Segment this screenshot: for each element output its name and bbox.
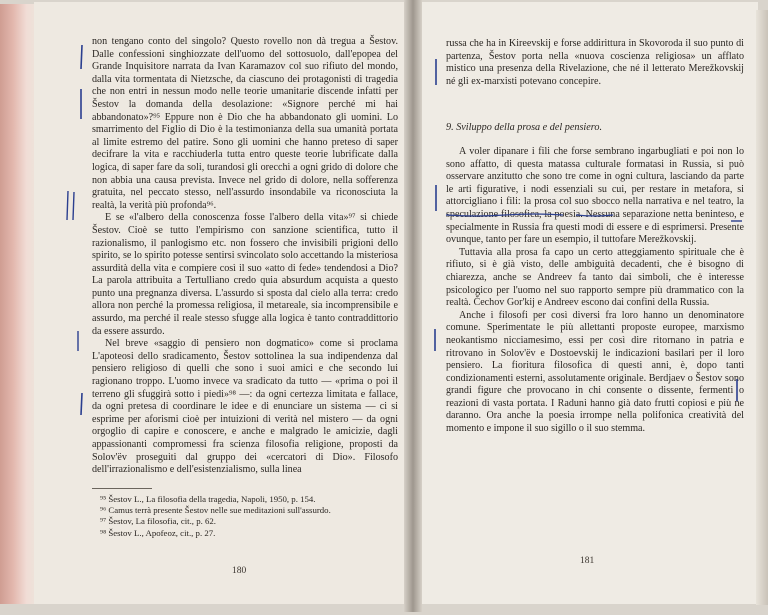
pen-dash-mark xyxy=(730,218,744,224)
page-number-left: 180 xyxy=(232,566,247,576)
pen-margin-mark-6 xyxy=(433,184,439,212)
pen-margin-mark-8 xyxy=(734,378,740,402)
section-heading: 9. Sviluppo della prosa e del pensiero. xyxy=(446,122,602,133)
footnote-95: ⁹⁵ Šestov L., La filosofia della tragedia, Napoli, 1950, p. 154. xyxy=(100,494,316,504)
right-page-body xyxy=(446,146,744,436)
right-page-intro xyxy=(446,38,744,88)
left-paragraph-3: Nel breve «saggio di pensiero non dogmatico» come si proclama L'apoteosi dello sradicamento, Šestov sottolinea la sua indipendenza dal pensiero religioso di quelli che sono i suoi amici e che secondo lui ragionano troppo. L'uomo invece va sradicato da tutto — «prima o poi il terreno gli sfuggirà sotto i piedi»⁹⁸ —: da ogni certezza limitata e fallace, da ogni pretesa di coordinare le idee e di enunciare un sistema — ci si esprime per aforismi cioè per intuizioni di verità nel mistero — da ogni orgoglio di capire e conoscere, e anche e malgrado le amicizie, dagli appassionanti compromessi fra scienza filosofia religione, proposti da Solov'ëv proseguiti dal gruppo dei «cercatori di Dio». Filosofo dell'irrazionalismo e dell'esistenzialismo, sulla linea xyxy=(92,338,398,476)
book-gutter xyxy=(404,0,422,612)
pen-margin-mark-3 xyxy=(75,330,81,352)
page-number-right: 181 xyxy=(580,556,595,566)
page-stack-edge xyxy=(0,4,38,604)
footnote-96: ⁹⁶ Camus terrà presente Šestov nelle sue meditazioni sull'assurdo. xyxy=(100,505,331,516)
right-intro-paragraph: russa che ha in Kireevskij e forse addirittura in Skovoroda il suo punto di partenza, Šestov porta nella «nuova coscienza religiosa» un afflato mistico una presenza della Rivelazione, che né il letterato Merežkovskij né gli ex-marxisti potevano concepire. xyxy=(446,38,744,87)
right-paragraph-1: A voler dipanare i fili che forse sembrano ingarbugliati e poi non lo sono affatto, di questa matassa culturale formatasi in Russia, si può osservare anzitutto che sono tre come in ogni cultura, lasciando da parte le arti figurative, i nodi essenziali su cui, per restare in metafora, si attorcigliano i fili: la prosa col suo sbocco nella narrativa e nel teatro, la speculazione filosofica, la poesia. Nessuna separazione netta beninteso, e specialmente in Russia fra questi modi di essere e di esprimersi. Presente ovunque, tanto per fare un esempio, il tuttofare Merežkovskij. xyxy=(446,146,744,246)
left-paragraph-1: non tengano conto del singolo? Questo rovello non dà tregua a Šestov. Dalle confessioni singhiozzate dell'uomo del sottosuolo, dall'epopea del Grande Inquisitore narrata da Ivan Karamazov col suo rifiuto del mondo, dalla vita tormentata di Nietzsche, da ciascuno dei protagonisti di tragedia che non entri in nessun modo nelle teorie umanitarie discende infatti per Šestov la domanda della desolazione: «Signore perché mi hai abbandonato»?⁹⁵ Eppure non è Dio che ha abbandonato gli uomini. Lo smarrimento del Figlio di Dio è la testimonianza della sua umanità portata al limite estremo del patire. Sono gli uomini che hanno preteso di saper decifrare la vita e racchiuderla tutta entro queste teorie lubrificate dalla logica, di saper fare da soli, turandosi gli orecchi a ogni grido di dolore che non abbia una causa prevista. Invece nel grido di dolore, nella sofferenza gratuita, nel peccato stesso, nell'assurdo insondabile va riconosciuta la realtà, la verità più profonda⁹⁶. xyxy=(92,36,398,211)
left-page-body xyxy=(92,36,398,477)
footnote-97: ⁹⁷ Šestov, La filosofia, cit., p. 62. xyxy=(100,516,216,527)
pen-underline-2 xyxy=(575,212,615,218)
right-paragraph-3: Anche i filosofi per così diversi fra loro hanno un denominatore comune. Sperimentate le più allettanti proposte europee, marxismo neokantismo nicciamesimo, essi per così dire ritornano in patria e ritrovano in Solov'ëv e Dostoevskij le indicazioni basilari per il loro pensiero. La fioritura filosofica di questi anni, è, dopo tanti condizionamenti esterni, assolutamente originale. Berdjaev o Šestov sono grandi figure che provocano in chi consente o dissente, fermenti o reazioni di vasta portata. I Raduni hanno già dato frutti copiosi e più ne daranno. Ora anche la poesia irrompe nella polifonica creatività del momento e impone il suo sigillo o il suo stemma. xyxy=(446,309,744,435)
left-paragraph-2: E se «l'albero della conoscenza fosse l'albero della vita»⁹⁷ si chiede Šestov. Cioè se tutto l'empirismo con sanzione scientifica, tutto il razionalismo, il panlogismo etc. non fossero che invisibili prigioni dello spirito, se lo spirito potesse sentirsi svincolato solo accettando la misteriosa assurdità della vita e compiere così il suo «atto di fede» tendendosi a Dio? La parola attribuita a Tertulliano credo quia absurdum acquista a questo punto una pregnanza diversa. L'assurdo si sposta dal cielo alla terra: credo allora non perché la promessa religiosa, il metareale, sia incomprensibile e assurdo, ma perché il reale stesso sfugge alla logica è tanto contraddittorio da essere assurdo. xyxy=(92,212,398,337)
pen-margin-mark-4 xyxy=(78,392,86,416)
right-page-edge xyxy=(756,10,768,605)
footnotes xyxy=(100,494,390,539)
footnote-rule xyxy=(92,488,152,489)
pen-underline-1 xyxy=(445,212,565,218)
pen-margin-mark-5 xyxy=(433,58,439,86)
right-paragraph-2: Tuttavia alla prosa fa capo un certo atteggiamento spirituale che è rifiuto, si è già visto, delle ambiguità decadenti, che è bisogno di chiarezza, anche se Andreev fa tanto dai simboli, che è interesse psicologico per l'uomo nel suo rapporto sempre più drammatico con la realtà. Čechov Gor'kij e Andreev escono dai confini della Russia. xyxy=(446,246,744,309)
pen-margin-mark-1 xyxy=(79,44,85,70)
pen-margin-double-mark xyxy=(65,190,77,222)
pen-margin-mark-2 xyxy=(78,88,84,120)
pen-margin-mark-7 xyxy=(432,328,438,352)
footnote-98: ⁹⁸ Šestov L., Apofeoz, cit., p. 27. xyxy=(100,527,216,538)
